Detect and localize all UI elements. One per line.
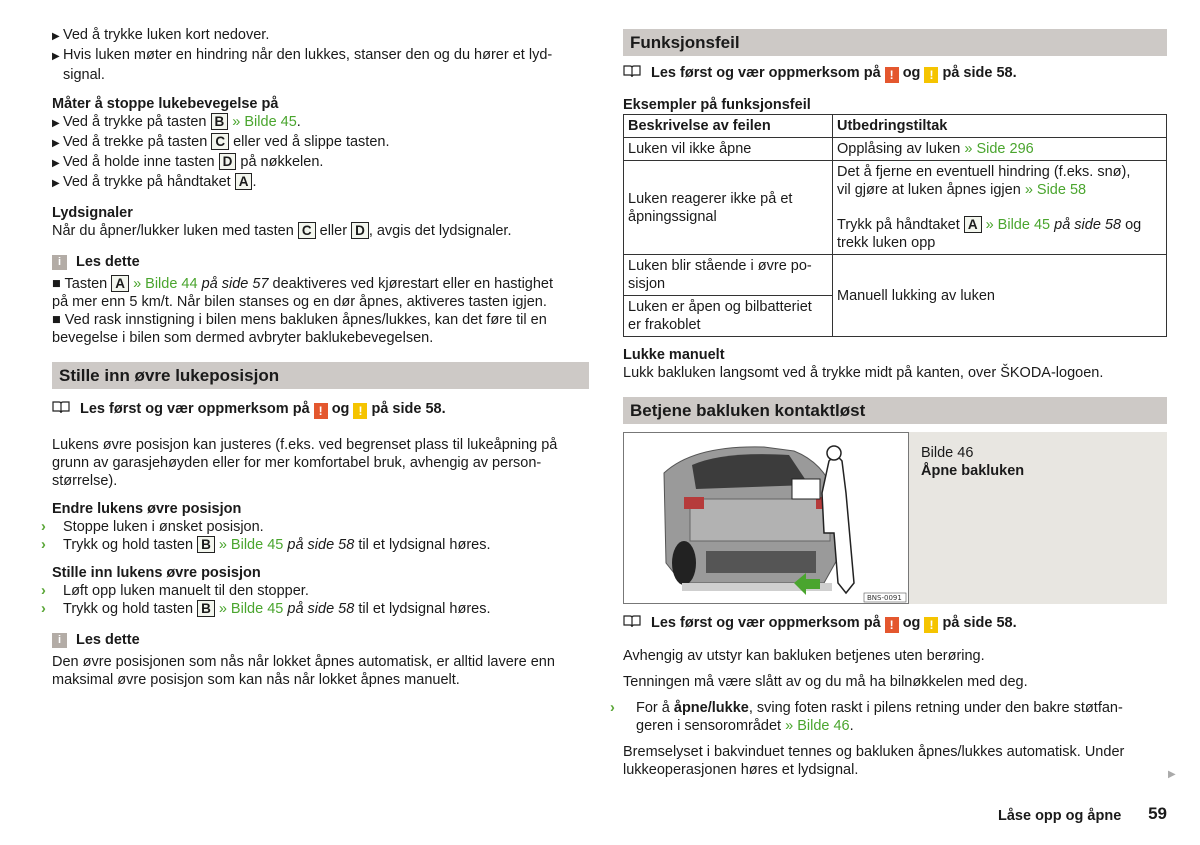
list-item: ▶ Ved å trekke på tasten C eller ved å slippe tasten. <box>52 133 589 153</box>
page-number: 59 <box>1148 804 1167 823</box>
right-column <box>610 26 1167 779</box>
table-cell: Luken er åpen og bilbatteriet er frakoblet <box>624 296 833 337</box>
car-illustration <box>624 433 909 604</box>
left-column <box>41 26 589 689</box>
info-icon: i <box>52 255 67 270</box>
note-text: Den øvre posisjonen som nås når lokket åpnes automatisk, er alltid lavere enn <box>52 654 555 670</box>
key-d: D <box>219 153 237 170</box>
chevron-right-icon: › <box>41 537 46 553</box>
figure-46 <box>623 432 1167 604</box>
chevron-right-icon: › <box>41 583 46 599</box>
key-a: A <box>235 173 253 190</box>
step: › Stoppe luken i ønsket posisjon. <box>41 519 264 535</box>
fault-table <box>623 114 1167 337</box>
key-a: A <box>964 216 982 233</box>
figure-caption <box>909 432 1036 604</box>
figure-link[interactable]: » Bilde 45 <box>218 601 284 617</box>
lyd-title: Lydsignaler <box>52 205 133 221</box>
figure-number: Bilde 46 <box>921 445 974 461</box>
triangle-bullet-icon: ▶ <box>52 178 60 189</box>
figure-link[interactable]: » Bilde 44 <box>133 276 198 292</box>
table-header: Utbedringstiltak <box>833 115 1167 138</box>
read-first: Les først og vær oppmerksom på ! og ! på side 58. <box>623 614 1167 633</box>
triangle-bullet-icon: ▶ <box>52 158 60 169</box>
continue-arrow-icon: ▶ <box>1168 769 1176 780</box>
step: › Trykk og hold tasten B » Bilde 45 på side 58 til et lydsignal høres. <box>41 601 491 617</box>
read-first: Les først og vær oppmerksom på ! og ! på side 58. <box>623 64 1167 83</box>
paragraph: Avhengig av utstyr kan bakluken betjenes uten berøring. <box>623 648 985 664</box>
section-heading: Funksjonsfeil <box>623 29 1167 56</box>
table-cell: Luken reagerer ikke på et åpningssignal <box>624 161 833 255</box>
table-cell: Opplåsing av luken » Side 296 <box>833 138 1167 161</box>
warning-icon: ! <box>885 617 899 633</box>
paragraph: Tenningen må være slått av og du må ha bilnøkkelen med deg. <box>623 674 1028 690</box>
triangle-bullet-icon: ▶ <box>52 138 60 149</box>
key-a: A <box>111 275 129 292</box>
read-first: Les først og vær oppmerksom på ! og ! på side 58. <box>52 400 589 419</box>
set-title: Stille inn lukens øvre posisjon <box>52 565 261 581</box>
examples-title: Eksempler på funksjonsfeil <box>623 97 811 113</box>
table-cell: Det å fjerne en eventuell hindring (f.eks. snø), vil gjøre at luken åpnes igjen » Side 58 Trykk på håndtaket A » Bilde 45 på side 58 og trekk luken opp <box>833 161 1167 255</box>
chapter-name: Låse opp og åpne <box>998 808 1122 824</box>
warning-icon: ! <box>885 67 899 83</box>
info-icon: i <box>52 633 67 648</box>
table-cell: Manuell lukking av luken <box>833 255 1167 337</box>
table-row <box>624 161 1167 255</box>
figure-link[interactable]: » Bilde 46 <box>785 718 850 734</box>
lyd-text: Når du åpner/lukker luken med tasten C eller D , avgis det lydsignaler. <box>52 223 512 239</box>
table-row <box>624 255 1167 296</box>
table-header: Beskrivelse av feilen <box>624 115 833 138</box>
note-text: på mer enn 5 km/t. Når bilen stanses og en dør åpnes, aktiveres tasten igjen. <box>52 294 547 310</box>
caution-icon: ! <box>924 67 938 83</box>
paragraph: Bremselyset i bakvinduet tennes og bakluken åpnes/lukkes automatisk. Under lukkeoperasjonen høres et lydsignal. <box>623 744 1125 778</box>
note-text: ■ Tasten A » Bilde 44 på side 57 deaktiveres ved kjørestart eller en hastighet <box>52 276 554 292</box>
key-b: B <box>211 113 229 130</box>
figure-link[interactable]: » Bilde 45 <box>218 537 284 553</box>
table-row <box>624 138 1167 161</box>
warning-icon: ! <box>314 403 328 419</box>
page-link[interactable]: » Side 296 <box>964 141 1034 157</box>
section-heading: Stille inn øvre lukeposisjon <box>52 362 589 389</box>
step: › For å åpne/lukke, sving foten raskt i pilens retning under den bakre støtfan- geren i sensorområdet » Bilde 46. <box>610 700 1123 734</box>
key-d: D <box>351 222 369 239</box>
figure-code: BNS-0091 <box>867 594 902 602</box>
manual-text: Lukk bakluken langsomt ved å trykke midt på kanten, over ŠKODA-logoen. <box>623 365 1104 381</box>
table-header-row <box>624 115 1167 138</box>
key-b: B <box>197 600 215 617</box>
note-header: i Les dette <box>52 631 589 649</box>
key-c: C <box>298 222 316 239</box>
chevron-right-icon: › <box>610 700 615 716</box>
page-link[interactable]: » Side 58 <box>1024 182 1087 198</box>
note-text: maksimal øvre posisjon som kan nås når lokket åpnes manuelt. <box>52 672 460 688</box>
list-item: ▶ Hvis luken møter en hindring når den lukkes, stanser den og du hører et lyd- signal. <box>52 47 553 83</box>
stop-title: Måter å stoppe lukebevegelse på <box>52 96 279 112</box>
key-c: C <box>211 133 229 150</box>
change-title: Endre lukens øvre posisjon <box>52 501 242 517</box>
note-text: bevegelse i bilen som dermed avbryter baklukebevegelsen. <box>52 330 434 346</box>
note-header: i Les dette <box>52 253 589 271</box>
triangle-bullet-icon: ▶ <box>52 118 60 129</box>
book-icon <box>52 401 70 414</box>
triangle-bullet-icon: ▶ <box>52 31 60 42</box>
triangle-bullet-icon: ▶ <box>52 51 60 62</box>
caution-icon: ! <box>924 617 938 633</box>
section-heading: Betjene bakluken kontaktløst <box>623 397 1167 424</box>
caution-icon: ! <box>353 403 367 419</box>
step: › Trykk og hold tasten B » Bilde 45 på side 58 til et lydsignal høres. <box>41 537 491 553</box>
list-item: ▶ Ved å trykke på tasten B » Bilde 45. <box>52 113 589 133</box>
figure-link[interactable]: » Bilde 45 <box>985 217 1051 233</box>
key-b: B <box>197 536 215 553</box>
figure-link[interactable]: » Bilde 45 <box>232 114 297 130</box>
list-item: ▶ Ved å trykke på håndtaket A . <box>52 173 589 193</box>
step: › Løft opp luken manuelt til den stopper. <box>41 583 309 599</box>
book-icon <box>623 65 641 78</box>
table-cell: Luken vil ikke åpne <box>624 138 833 161</box>
note-text: ■ Ved rask innstigning i bilen mens bakluken åpnes/lukkes, kan det føre til en <box>52 312 547 328</box>
book-icon <box>623 615 641 628</box>
chevron-right-icon: › <box>41 601 46 617</box>
list-item: ▶ Ved å trykke luken kort nedover. <box>52 26 589 46</box>
list-item: ▶ Ved å holde inne tasten D på nøkkelen. <box>52 153 589 173</box>
figure-title: Åpne bakluken <box>921 463 1025 479</box>
table-cell: Luken blir stående i øvre po- sisjon <box>624 255 833 296</box>
chevron-right-icon: › <box>41 519 46 535</box>
manual-title: Lukke manuelt <box>623 347 725 363</box>
figure-image <box>623 432 909 604</box>
paragraph: Lukens øvre posisjon kan justeres (f.eks. ved begrenset plass til lukeåpning på grunn av garasjehøyden eller for mer komfortabel bruk, avhengig av person- størrelse). <box>52 437 558 489</box>
